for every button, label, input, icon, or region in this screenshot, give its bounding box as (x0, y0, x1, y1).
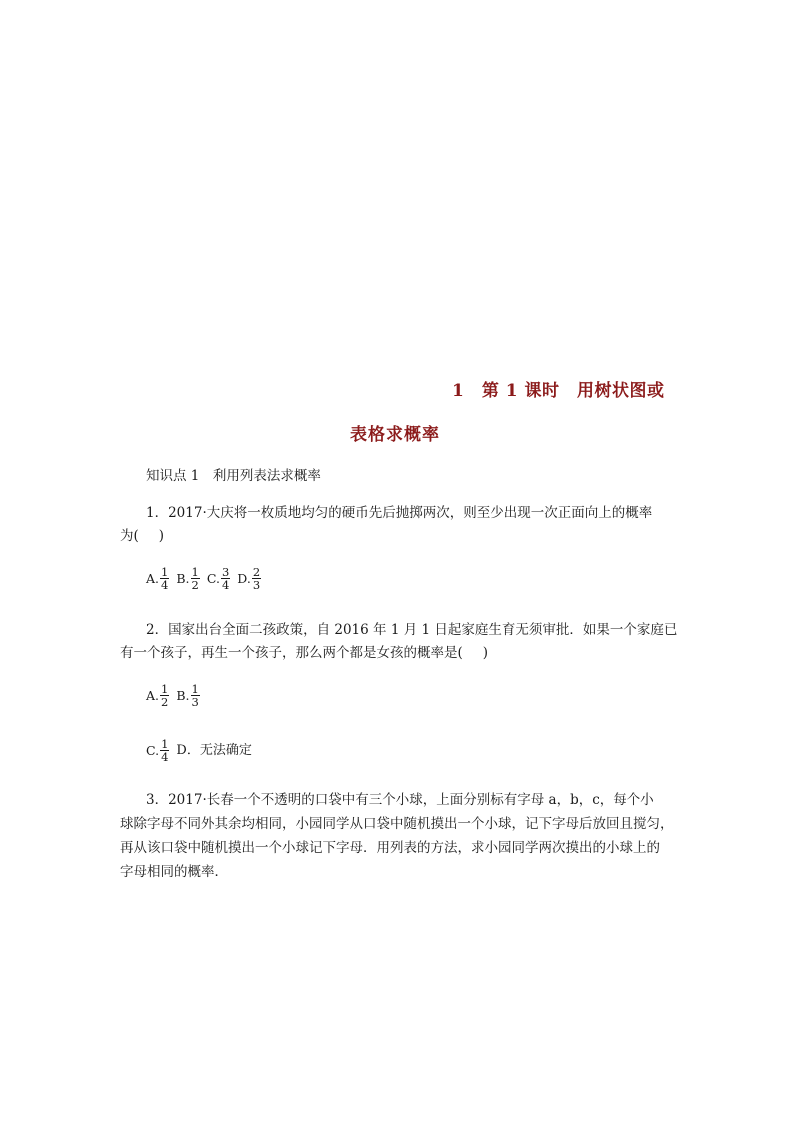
q1-option-a (146, 566, 170, 591)
q2-options-row2 (146, 738, 252, 763)
q1-line2-suffix: ) (158, 528, 165, 544)
q3-line2: 球除字母不同外其余均相同，小园同学从口袋中随机摸出一个小球，记下字母后放回且搅匀， (120, 816, 674, 832)
q1-option-c (207, 566, 231, 591)
q1-line2-prefix: 为( (120, 528, 139, 544)
q1-options (146, 566, 268, 591)
q2-option-d: D．无法确定 (176, 743, 252, 759)
q2-line2-suffix: ) (482, 645, 489, 661)
option-letter: A. (146, 571, 160, 587)
knowledge-point-label: 知识点 1 利用列表法求概率 (146, 468, 321, 484)
option-letter: D. (237, 571, 251, 587)
denominator: 2 (191, 578, 199, 593)
numerator: 1 (161, 565, 169, 579)
option-letter: A. (146, 688, 160, 704)
q2-option-a (146, 683, 170, 708)
q2-option-b (176, 683, 201, 708)
denominator: 2 (161, 695, 169, 710)
option-letter: C. (146, 743, 160, 759)
q1-line2 (120, 530, 164, 544)
fraction (160, 683, 169, 708)
numerator: 1 (161, 682, 169, 696)
q2-line2-prefix: 有一个孩子，再生一个孩子，那么两个都是女孩的概率是( (120, 645, 463, 661)
fraction (160, 566, 169, 591)
lesson-title-line2: 表格求概率 (350, 425, 440, 445)
numerator: 1 (161, 737, 169, 751)
q1-line1: 1．2017·大庆将一枚质地均匀的硬币先后抛掷两次，则至少出现一次正面向上的概率 (146, 505, 653, 521)
q3-line1: 3．2017·长春一个不透明的口袋中有三个小球，上面分别标有字母 a，b，c，每个小 (146, 792, 654, 808)
lesson-title-line1: 1 第 1 课时 用树状图或 (452, 381, 665, 401)
denominator: 4 (161, 578, 169, 593)
fraction (191, 566, 200, 591)
option-letter: C. (206, 571, 220, 587)
q2-options-row1 (146, 683, 207, 708)
q2-line2 (120, 647, 488, 661)
numerator: 3 (221, 565, 230, 579)
fraction (221, 566, 230, 591)
numerator: 1 (191, 682, 199, 696)
denominator: 3 (252, 578, 261, 593)
numerator: 1 (191, 565, 199, 579)
fraction (191, 683, 200, 708)
option-letter: B. (176, 571, 190, 587)
numerator: 2 (252, 565, 261, 579)
q3-line4: 字母相同的概率． (120, 864, 228, 880)
q2-line1: 2．国家出台全面二孩政策，自 2016 年 1 月 1 日起家庭生育无须审批．如果一个家庭已 (146, 622, 678, 638)
q3-line3: 再从该口袋中随机摸出一个小球记下字母．用列表的方法，求小园同学两次摸出的小球上的 (120, 840, 660, 856)
fraction (160, 738, 169, 763)
denominator: 4 (161, 750, 169, 765)
q2-option-c (146, 738, 170, 763)
denominator: 3 (191, 695, 199, 710)
option-letter: B. (176, 688, 190, 704)
fraction (252, 566, 261, 591)
q1-option-b (176, 566, 201, 591)
q1-option-d (237, 566, 262, 591)
denominator: 4 (221, 578, 230, 593)
